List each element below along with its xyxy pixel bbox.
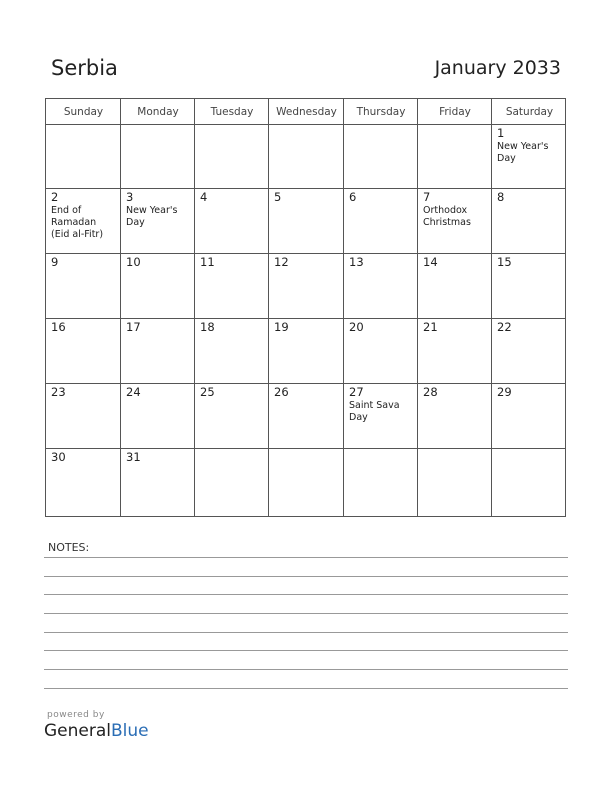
day-number: 23 bbox=[51, 385, 66, 399]
day-cell bbox=[126, 191, 190, 229]
day-cell bbox=[423, 191, 487, 229]
day-cell bbox=[126, 451, 190, 464]
notes-line bbox=[44, 613, 568, 614]
day-cell bbox=[126, 321, 190, 334]
day-cell bbox=[126, 386, 190, 399]
day-number: 15 bbox=[497, 255, 512, 269]
day-cell bbox=[274, 321, 339, 334]
grid-hline bbox=[46, 188, 565, 189]
day-cell bbox=[349, 191, 413, 204]
day-number: 28 bbox=[423, 385, 438, 399]
day-number: 1 bbox=[497, 126, 505, 140]
weekday-wednesday: Wednesday bbox=[276, 106, 337, 118]
grid-hline bbox=[46, 253, 565, 254]
day-number: 14 bbox=[423, 255, 438, 269]
day-cell bbox=[51, 321, 116, 334]
day-number: 7 bbox=[423, 190, 431, 204]
holiday-label: Orthodox Christmas bbox=[423, 205, 471, 228]
day-cell bbox=[200, 191, 264, 204]
holiday-label: End of Ramadan (Eid al-Fitr) bbox=[51, 205, 104, 240]
grid-vline bbox=[120, 99, 121, 516]
weekday-sunday: Sunday bbox=[63, 106, 104, 118]
day-cell bbox=[423, 321, 487, 334]
day-cell bbox=[497, 127, 562, 165]
grid-vline bbox=[491, 99, 492, 516]
day-number: 8 bbox=[497, 190, 505, 204]
country-title: Serbia bbox=[51, 56, 118, 80]
notes-label: NOTES: bbox=[48, 541, 90, 554]
day-number: 25 bbox=[200, 385, 215, 399]
calendar-grid bbox=[45, 98, 566, 517]
day-number: 6 bbox=[349, 190, 357, 204]
day-cell bbox=[200, 321, 264, 334]
day-number: 21 bbox=[423, 320, 438, 334]
grid-hline bbox=[46, 318, 565, 319]
day-number: 10 bbox=[126, 255, 141, 269]
notes-line bbox=[44, 594, 568, 595]
day-number: 30 bbox=[51, 450, 66, 464]
day-cell bbox=[200, 256, 264, 269]
day-number: 16 bbox=[51, 320, 66, 334]
day-cell bbox=[423, 386, 487, 399]
day-number: 31 bbox=[126, 450, 141, 464]
day-number: 17 bbox=[126, 320, 141, 334]
day-cell bbox=[274, 191, 339, 204]
powered-by-text: powered by bbox=[47, 710, 105, 720]
holiday-label: Saint Sava Day bbox=[349, 400, 400, 423]
brand-general: General bbox=[44, 721, 111, 741]
day-number: 18 bbox=[200, 320, 215, 334]
day-cell bbox=[200, 386, 264, 399]
grid-hline bbox=[46, 383, 565, 384]
weekday-header-row bbox=[46, 99, 565, 125]
month-year-title: January 2033 bbox=[434, 57, 561, 79]
notes-line bbox=[44, 688, 568, 689]
weekday-friday: Friday bbox=[439, 106, 471, 118]
grid-hline bbox=[46, 448, 565, 449]
day-number: 3 bbox=[126, 190, 134, 204]
brand-blue: Blue bbox=[111, 721, 149, 741]
day-cell bbox=[274, 386, 339, 399]
day-number: 19 bbox=[274, 320, 289, 334]
notes-line bbox=[44, 632, 568, 633]
grid-vline bbox=[417, 99, 418, 516]
day-cell bbox=[497, 386, 562, 399]
day-cell bbox=[349, 321, 413, 334]
day-cell bbox=[349, 256, 413, 269]
weekday-monday: Monday bbox=[137, 106, 179, 118]
day-cell bbox=[51, 451, 116, 464]
day-number: 27 bbox=[349, 385, 364, 399]
day-cell bbox=[497, 256, 562, 269]
day-number: 4 bbox=[200, 190, 208, 204]
weekday-thursday: Thursday bbox=[356, 106, 406, 118]
day-number: 9 bbox=[51, 255, 59, 269]
day-cell bbox=[51, 191, 116, 241]
day-cell bbox=[274, 256, 339, 269]
notes-line bbox=[44, 650, 568, 651]
notes-line bbox=[44, 557, 568, 558]
weekday-tuesday: Tuesday bbox=[210, 106, 254, 118]
day-cell bbox=[497, 191, 562, 204]
day-number: 12 bbox=[274, 255, 289, 269]
day-cell bbox=[126, 256, 190, 269]
day-cell bbox=[423, 256, 487, 269]
grid-vline bbox=[268, 99, 269, 516]
holiday-label: New Year's Day bbox=[126, 205, 178, 228]
day-cell bbox=[497, 321, 562, 334]
grid-vline bbox=[343, 99, 344, 516]
day-number: 5 bbox=[274, 190, 282, 204]
grid-vline bbox=[194, 99, 195, 516]
day-number: 24 bbox=[126, 385, 141, 399]
day-number: 11 bbox=[200, 255, 215, 269]
notes-line bbox=[44, 669, 568, 670]
day-cell bbox=[349, 386, 413, 424]
day-cell bbox=[51, 386, 116, 399]
day-number: 22 bbox=[497, 320, 512, 334]
day-number: 26 bbox=[274, 385, 289, 399]
day-number: 20 bbox=[349, 320, 364, 334]
notes-line bbox=[44, 576, 568, 577]
day-number: 29 bbox=[497, 385, 512, 399]
day-number: 13 bbox=[349, 255, 364, 269]
weekday-saturday: Saturday bbox=[505, 106, 554, 118]
generalblue-logo bbox=[44, 721, 149, 741]
day-cell bbox=[51, 256, 116, 269]
day-number: 2 bbox=[51, 190, 59, 204]
holiday-label: New Year's Day bbox=[497, 141, 549, 164]
